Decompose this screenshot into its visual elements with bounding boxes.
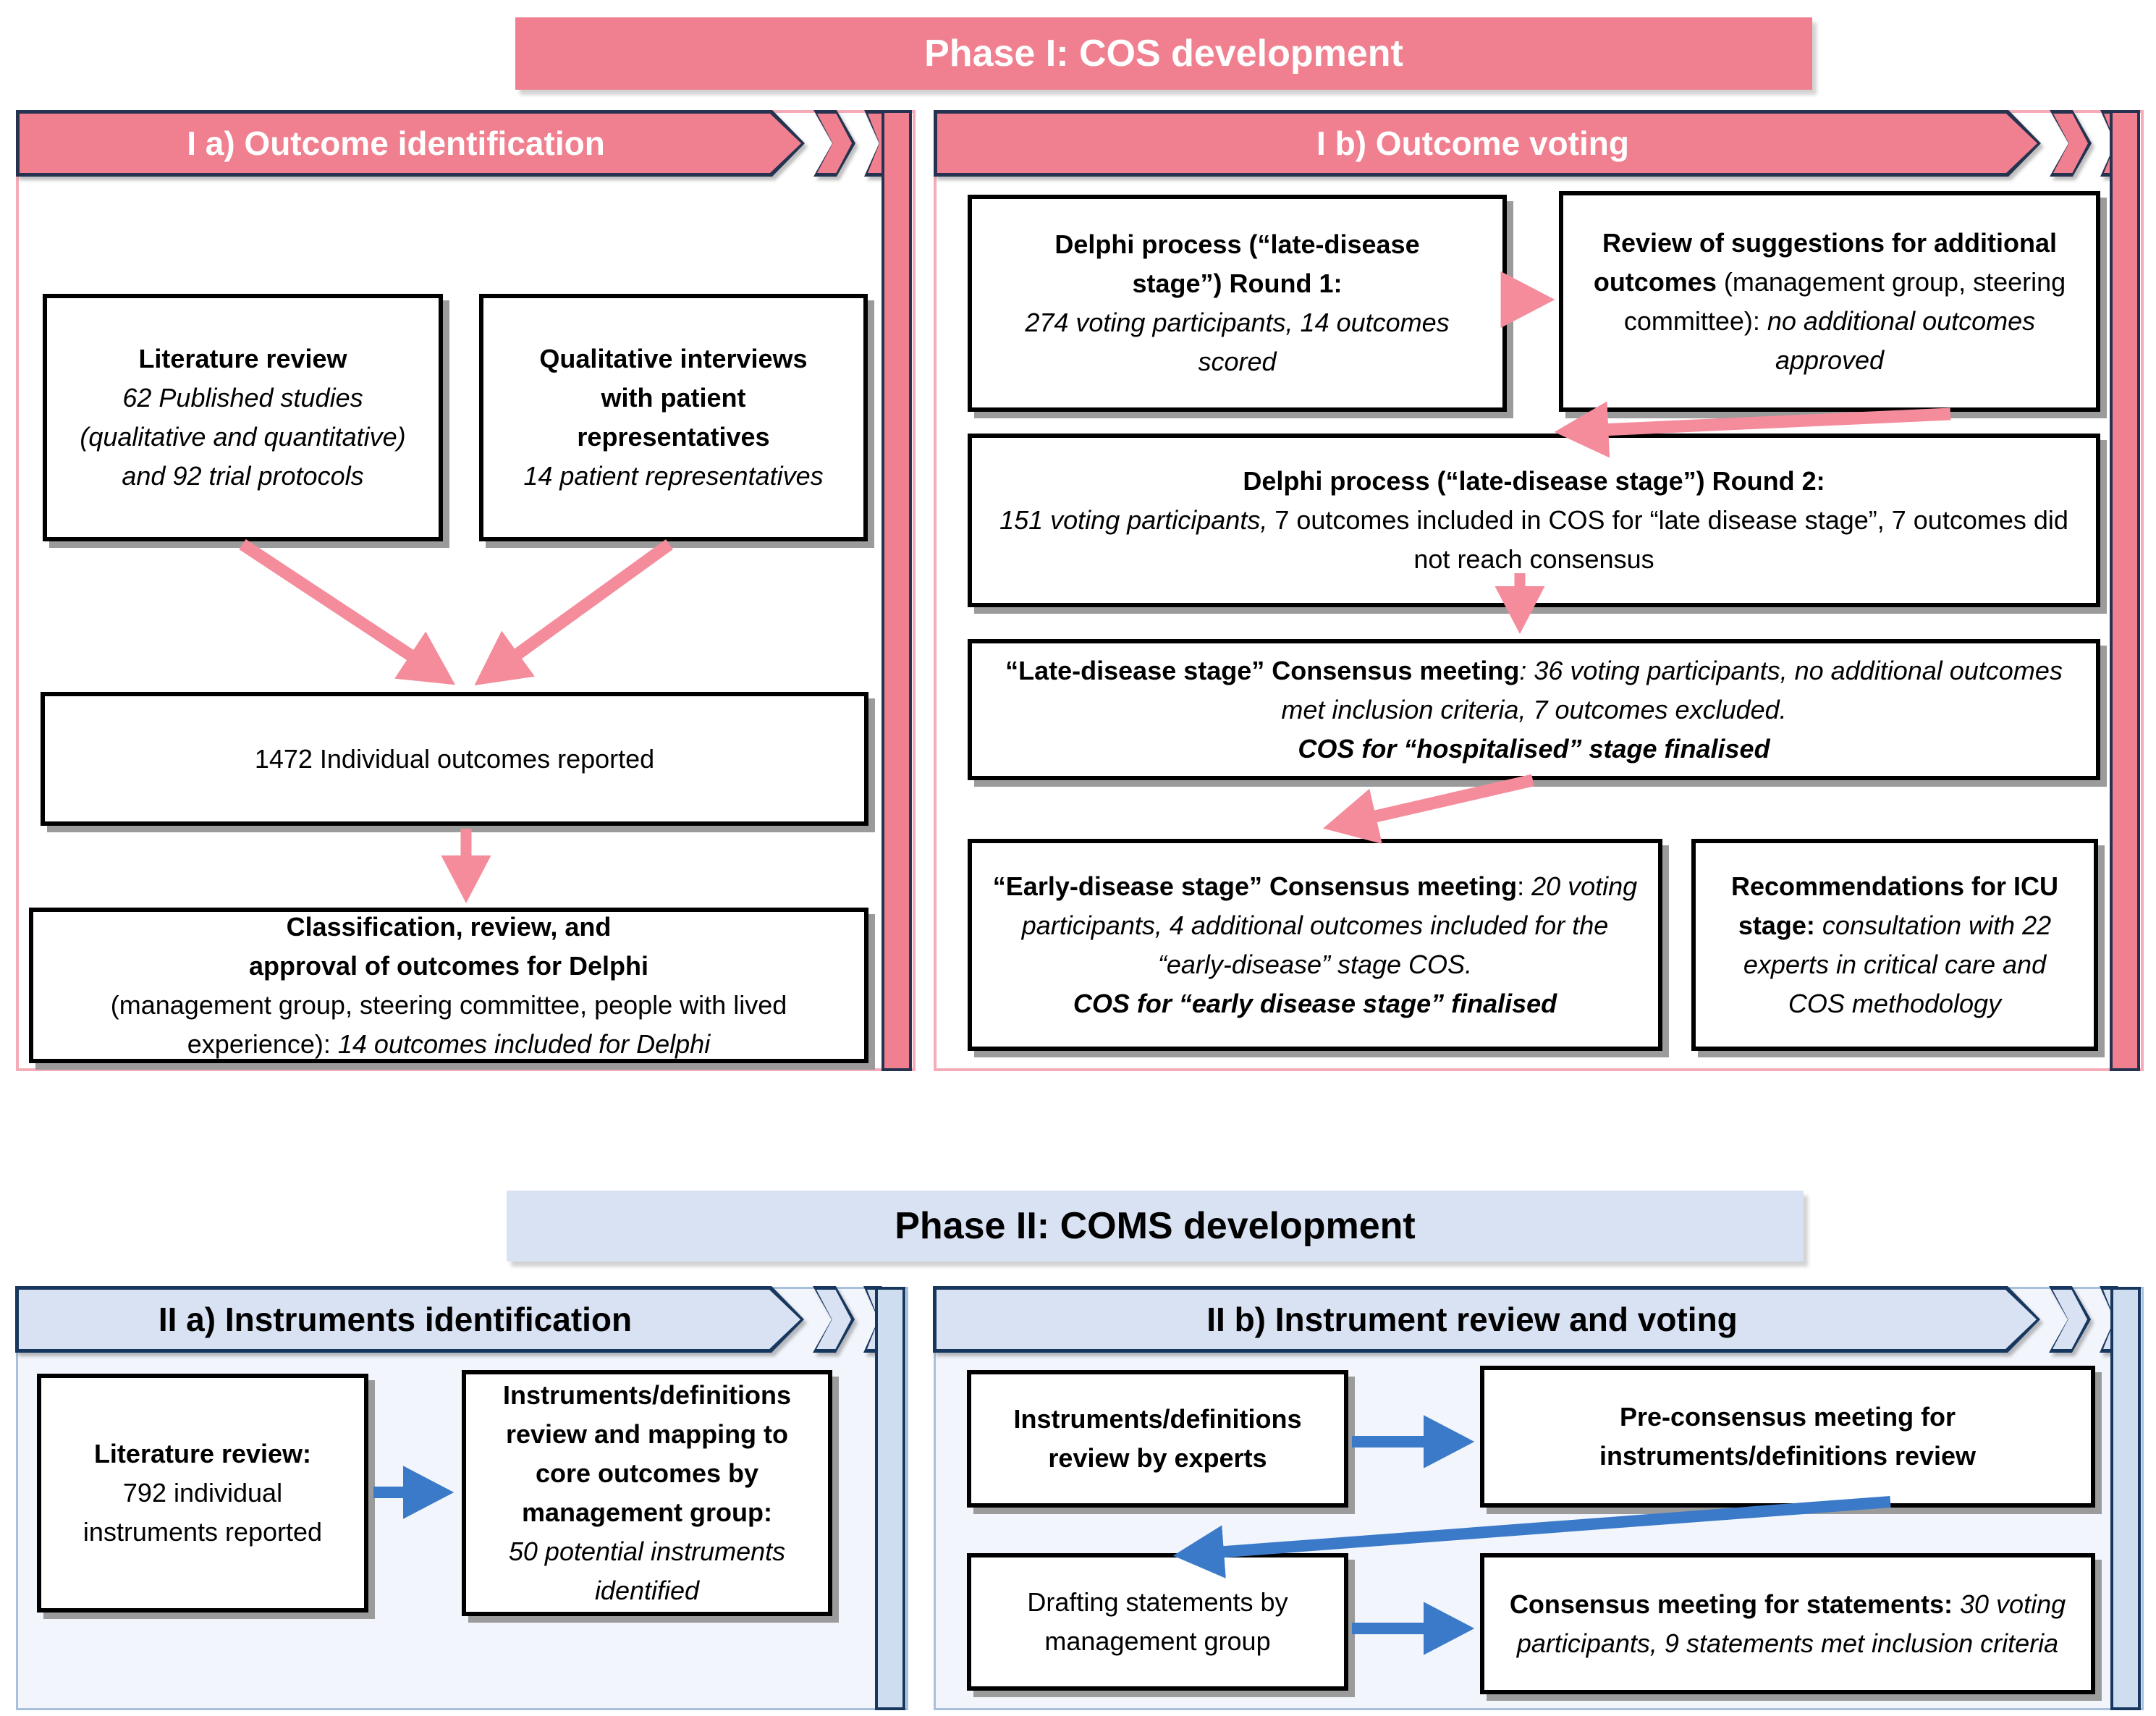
box-title: Literature review [138, 344, 347, 373]
box-review-by-experts [967, 1370, 1348, 1508]
box-classification [29, 908, 868, 1063]
box-pre-consensus [1480, 1366, 2095, 1508]
box-bold: Recommendations for ICU stage: [1730, 871, 2059, 940]
panel-outcome-voting [934, 110, 2144, 1071]
box-final-line: COS for “early disease stage” finalised [1073, 988, 1557, 1018]
box-italic: 151 voting participants, [999, 505, 1268, 535]
box-body-italic: 14 outcomes included for Delphi [337, 1028, 711, 1059]
header-outcome-voting [934, 110, 2128, 177]
chevron-icon [813, 110, 855, 177]
box-title: Delphi process (“late-disease stage”) Round 1: [1054, 229, 1420, 298]
side-bar [2110, 1287, 2141, 1710]
box-literature-review-2 [37, 1374, 368, 1613]
header-outcome-identification [16, 110, 892, 177]
header-outcome-voting-label: I b) Outcome voting [1316, 124, 1629, 162]
box-regular: (management group, steering committee): [1623, 266, 2066, 336]
box-early-consensus [968, 839, 1662, 1051]
box-review-suggestions [1559, 191, 2100, 412]
box-consensus-meeting [1480, 1553, 2095, 1694]
box-italic: 20 voting participants, 4 additional outcomes included for the “early-disease” stage COS. [1021, 871, 1638, 979]
header-instruments-identification-label: II a) Instruments identification [158, 1301, 633, 1338]
box-body-regular: (management group, steering committee, people with lived experience): [110, 989, 787, 1059]
box-title: Instruments/definitions review and mapping to core outcomes by management group: [502, 1380, 792, 1527]
box-title: Literature review: [93, 1439, 312, 1468]
header-outcome-identification-label: I a) Outcome identification [187, 124, 605, 162]
side-bar [875, 1287, 905, 1710]
header-instrument-review-voting-label: II b) Instrument review and voting [1206, 1301, 1738, 1338]
box-drafting-statements [967, 1553, 1348, 1691]
box-italic: no additional outcomes approved [1767, 305, 2036, 375]
box-text: Instruments/definitions review by experts [1013, 1404, 1302, 1473]
header-instruments-identification [15, 1286, 891, 1353]
box-body: 50 potential instruments identified [508, 1537, 786, 1605]
box-qualitative-interviews [479, 294, 868, 541]
box-title: Qualitative interviews with patient representatives [539, 344, 808, 452]
panel-outcome-identification [16, 110, 916, 1071]
panel-instrument-review-voting [934, 1287, 2144, 1710]
phase1-banner: Phase I: COS development [515, 17, 1812, 90]
box-bold: “Early-disease stage” Consensus meeting [992, 871, 1518, 901]
box-final-line: COS for “hospitalised” stage finalised [1298, 733, 1770, 764]
box-regular: : [1517, 871, 1532, 901]
side-bar [882, 110, 912, 1071]
header-instrument-review-voting [933, 1286, 2127, 1353]
box-delphi-round2 [968, 434, 2100, 607]
box-title: Delphi process (“late-disease stage”) Round 2: [1243, 466, 1825, 496]
box-icu-recommendations [1691, 839, 2098, 1051]
chevron-icon [813, 1286, 855, 1353]
box-bold: “Late-disease stage” Consensus meeting [1005, 655, 1520, 685]
box-body: 274 voting participants, 14 outcomes scored [1025, 308, 1450, 376]
box-italic: : 36 voting participants, no additional outcomes met inclusion criteria, 7 outcomes excluded. [1281, 655, 2063, 724]
chevron-icon [2049, 1286, 2091, 1353]
box-bold: Review of suggestions for additional outcomes [1593, 227, 2058, 297]
box-body: 792 individual instruments reported [83, 1478, 323, 1547]
box-instruments-review-mapping [462, 1370, 832, 1616]
box-text: 1472 Individual outcomes reported [254, 743, 655, 774]
side-bar [2110, 110, 2140, 1071]
box-italic: 30 voting participants, 9 statements met inclusion criteria [1516, 1589, 2066, 1658]
box-body: 62 Published studies (qualitative and quantitative) and 92 trial protocols [80, 383, 406, 491]
box-regular: 7 outcomes included in COS for “late disease stage”, 7 outcomes did not reach consensus [1267, 505, 2068, 574]
box-text: Pre-consensus meeting for instruments/definitions review [1599, 1402, 1977, 1471]
box-outcomes-reported [41, 692, 868, 826]
box-late-consensus [968, 639, 2100, 780]
box-title-line2: approval of outcomes for Delphi [248, 950, 649, 981]
box-body: 14 patient representatives [523, 461, 824, 491]
phase2-banner: Phase II: COMS development [507, 1191, 1804, 1261]
box-italic: consultation with 22 experts in critical care and COS methodology [1743, 910, 2052, 1018]
chevron-icon [2050, 110, 2092, 177]
box-text: Drafting statements by management group [1027, 1587, 1288, 1656]
box-delphi-round1 [968, 195, 1507, 412]
panel-instruments-identification [16, 1287, 908, 1710]
box-bold: Consensus meeting for statements: [1509, 1589, 1960, 1619]
box-literature-review [43, 294, 443, 541]
box-title-line1: Classification, review, and [286, 911, 612, 942]
